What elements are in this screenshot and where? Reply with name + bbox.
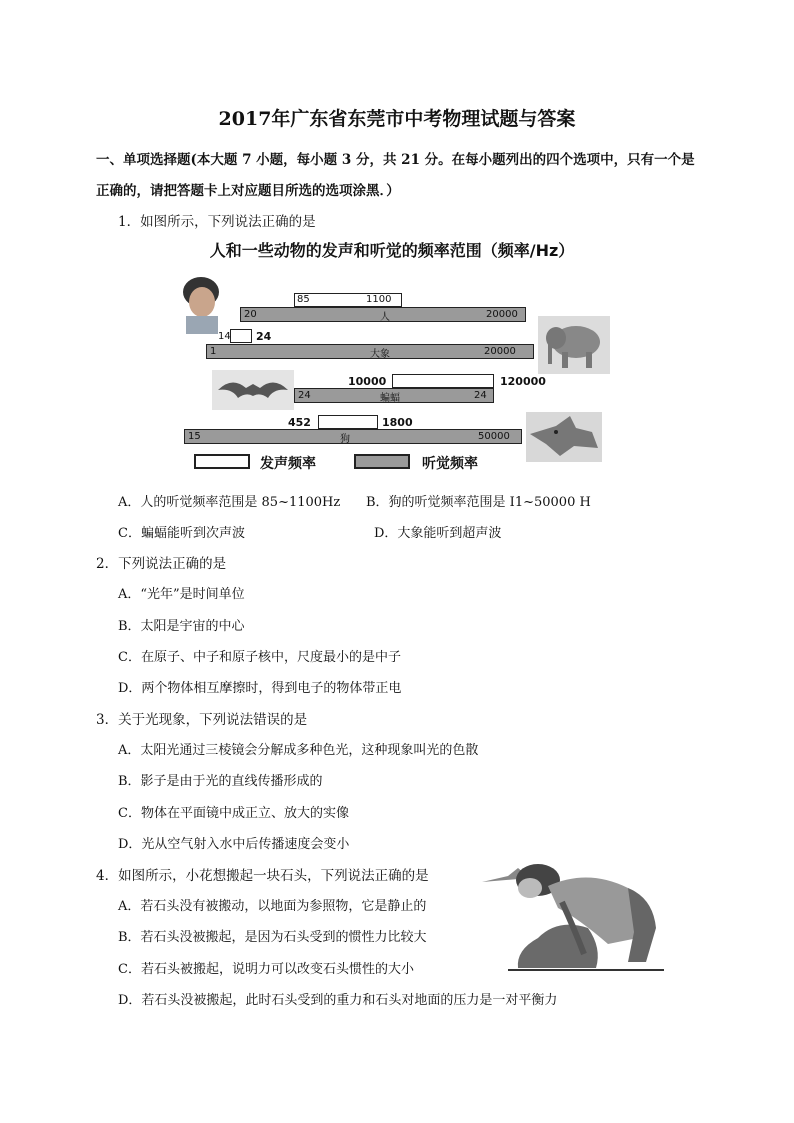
q4-option-d: D．若石头没被搬起，此时石头受到的重力和石头对地面的压力是一对平衡力 xyxy=(118,993,558,1008)
elephant-hearing-high: 20000 xyxy=(484,346,516,357)
legend-voice-label: 发声频率 xyxy=(260,456,316,472)
elephant-name: 大象 xyxy=(370,349,390,360)
q3-option-b: B．影子是由于光的直线传播形成的 xyxy=(118,774,323,789)
frequency-range-chart xyxy=(172,238,612,478)
bat-hearing-low: 24 xyxy=(298,390,311,401)
human-hearing-low: 20 xyxy=(244,309,257,320)
chart-title: 人和一些动物的发声和听觉的频率范围（频率/Hz） xyxy=(209,241,575,260)
legend-voice-swatch xyxy=(194,454,250,469)
elephant-image xyxy=(538,316,610,374)
q2-option-c: C．在原子、中子和原子核中，尺度最小的是中子 xyxy=(118,650,401,665)
q2-option-a: A．“光年”是时间单位 xyxy=(118,587,245,602)
q2-stem: 2．下列说法正确的是 xyxy=(96,556,227,572)
bat-voice-bar xyxy=(392,374,494,388)
bat-voice-high: 120000 xyxy=(500,375,546,388)
elephant-voice-low: 14 xyxy=(218,331,231,342)
q3-option-a: A．太阳光通过三棱镜会分解成多种色光，这种现象叫光的色散 xyxy=(118,743,479,758)
legend-hearing-label: 听觉频率 xyxy=(422,456,478,472)
human-name: 人 xyxy=(380,312,390,323)
elephant-hearing-low: 1 xyxy=(210,346,217,357)
q4-option-b: B．若石头没被搬起，是因为石头受到的惯性力比较大 xyxy=(118,930,427,945)
q3-option-d: D．光从空气射入水中后传播速度会变小 xyxy=(118,837,350,852)
q4-stem: 4．如图所示，小花想搬起一块石头，下列说法正确的是 xyxy=(96,868,429,884)
dog-hearing-high: 50000 xyxy=(478,431,510,442)
dog-hearing-low: 15 xyxy=(188,431,201,442)
q2-option-d: D．两个物体相互摩擦时，得到电子的物体带正电 xyxy=(118,681,402,696)
q2-option-b: B．太阳是宇宙的中心 xyxy=(118,619,245,634)
section-header-line2: 正确的，请把答题卡上对应题目所选的选项涂黑．） xyxy=(96,183,400,199)
q1-option-a: A．人的听觉频率范围是 85~1100Hz xyxy=(118,495,341,510)
girl-lifting-stone-image xyxy=(478,858,668,972)
dog-voice-low: 452 xyxy=(288,416,311,429)
human-hearing-high: 20000 xyxy=(486,309,518,320)
human-voice-high: 1100 xyxy=(366,294,392,305)
dog-name: 狗 xyxy=(340,434,350,445)
q1-option-b: B．狗的听觉频率范围是 I1~50000 H xyxy=(366,495,591,510)
human-face-image xyxy=(176,274,226,334)
q1-option-c: C．蝙蝠能听到次声波 xyxy=(118,526,245,541)
q1-stem: 1．如图所示，下列说法正确的是 xyxy=(118,214,316,230)
human-voice-low: 85 xyxy=(297,294,310,305)
q4-option-c: C．若石头被搬起，说明力可以改变石头惯性的大小 xyxy=(118,962,414,977)
q4-option-a: A．若石头没有被搬动，以地面为参照物，它是静止的 xyxy=(118,899,427,914)
elephant-voice-bar xyxy=(230,329,252,343)
elephant-voice-high: 24 xyxy=(256,330,272,343)
bat-image xyxy=(212,370,294,410)
dog-image xyxy=(526,412,602,462)
bat-hearing-high: 24 xyxy=(474,390,487,401)
legend-hearing-swatch xyxy=(354,454,410,469)
dog-voice-high: 1800 xyxy=(382,416,413,429)
page-title: 2017年广东省东莞市中考物理试题与答案 xyxy=(218,108,576,130)
q3-stem: 3．关于光现象，下列说法错误的是 xyxy=(96,712,308,728)
q3-option-c: C．物体在平面镜中成正立、放大的实像 xyxy=(118,806,349,821)
bat-name: 蝙蝠 xyxy=(380,393,400,404)
dog-hearing-bar xyxy=(184,429,522,444)
section-header-line1: 一、单项选择题(本大题 7 小题，每小题 3 分，共 21 分。在每小题列出的四个选项中，只有一个是 xyxy=(96,152,695,168)
bat-voice-low: 10000 xyxy=(348,375,387,388)
dog-voice-bar xyxy=(318,415,378,429)
q1-option-d: D．大象能听到超声波 xyxy=(374,526,502,541)
